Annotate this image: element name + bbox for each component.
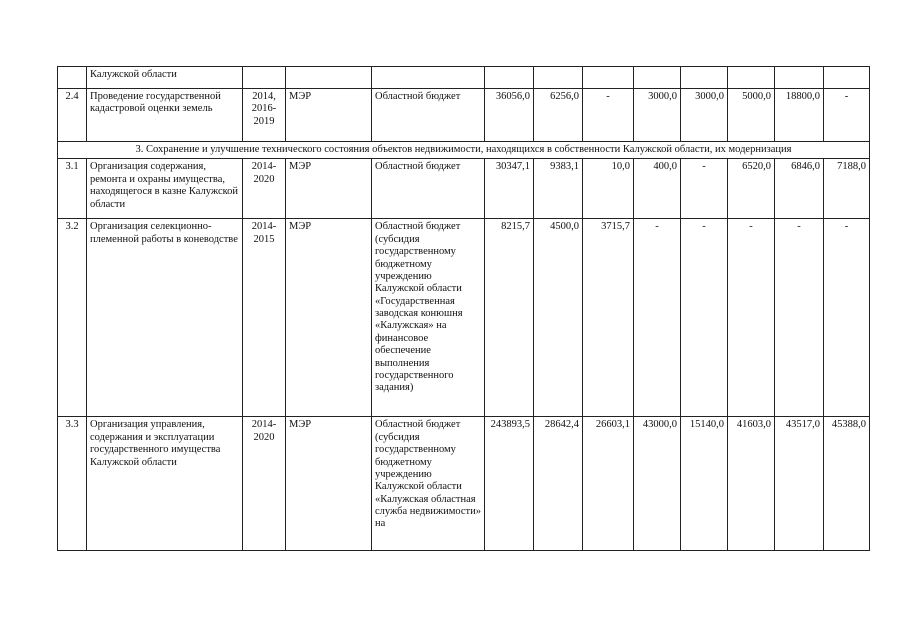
row-index-cell: 3.1 — [58, 159, 87, 219]
value-cell: 18800,0 — [775, 89, 824, 142]
value-cell: 7188,0 — [824, 159, 870, 219]
value-cell: 6256,0 — [534, 89, 583, 142]
value-cell: 4500,0 — [534, 219, 583, 417]
value-cell: 3000,0 — [634, 89, 681, 142]
row-name-cell: Организация содержания, ремонта и охраны имущества, находящегося в казне Калужской области — [87, 159, 243, 219]
value-cell: - — [824, 89, 870, 142]
row-index-cell — [58, 67, 87, 89]
value-cell: 26603,1 — [583, 417, 634, 551]
value-cell: 8215,7 — [485, 219, 534, 417]
row-index-cell: 2.4 — [58, 89, 87, 142]
value-cell — [681, 67, 728, 89]
value-cell — [728, 67, 775, 89]
period-cell: 2014, 2016-2019 — [243, 89, 286, 142]
value-cell: 9383,1 — [534, 159, 583, 219]
table-row — [58, 89, 870, 142]
section-header-row — [58, 142, 870, 159]
executor-cell: МЭР — [286, 417, 372, 551]
value-cell: 36056,0 — [485, 89, 534, 142]
source-cell: Областной бюджет (субсидия государственному бюджетному учреждению Калужской области «Калужская областная служба недвижимости» на — [372, 417, 485, 551]
period-cell: 2014-2015 — [243, 219, 286, 417]
value-cell: 10,0 — [583, 159, 634, 219]
row-index-cell: 3.3 — [58, 417, 87, 551]
value-cell: 28642,4 — [534, 417, 583, 551]
value-cell — [775, 67, 824, 89]
executor-cell: МЭР — [286, 159, 372, 219]
table-row — [58, 67, 870, 89]
value-cell: 6846,0 — [775, 159, 824, 219]
value-cell: - — [681, 159, 728, 219]
executor-cell: МЭР — [286, 89, 372, 142]
executor-cell: МЭР — [286, 219, 372, 417]
value-cell: 15140,0 — [681, 417, 728, 551]
value-cell: 243893,5 — [485, 417, 534, 551]
value-cell: 6520,0 — [728, 159, 775, 219]
value-cell: 3000,0 — [681, 89, 728, 142]
row-index-cell: 3.2 — [58, 219, 87, 417]
value-cell: 45388,0 — [824, 417, 870, 551]
source-cell: Областной бюджет — [372, 89, 485, 142]
row-name-cell: Организация селекционно-племенной работы в коневодстве — [87, 219, 243, 417]
value-cell: - — [681, 219, 728, 417]
value-cell: 5000,0 — [728, 89, 775, 142]
source-cell: Областной бюджет (субсидия государственному бюджетному учреждению Калужской области «Государственная заводская конюшня «Калужская» на финансовое обеспечение выполнения государственного задания) — [372, 219, 485, 417]
value-cell: 43517,0 — [775, 417, 824, 551]
value-cell: 3715,7 — [583, 219, 634, 417]
source-cell — [372, 67, 485, 89]
value-cell — [485, 67, 534, 89]
value-cell: - — [824, 219, 870, 417]
section-title: 3. Сохранение и улучшение технического состояния объектов недвижимости, находящихся в собственности Калужской области, их модернизация — [58, 142, 870, 159]
row-name-cell: Проведение государственной кадастровой оценки земель — [87, 89, 243, 142]
period-cell — [243, 67, 286, 89]
value-cell: - — [634, 219, 681, 417]
row-name-cell: Организация управления, содержания и эксплуатации государственного имущества Калужской области — [87, 417, 243, 551]
value-cell: 41603,0 — [728, 417, 775, 551]
value-cell — [534, 67, 583, 89]
source-cell: Областной бюджет — [372, 159, 485, 219]
value-cell: 30347,1 — [485, 159, 534, 219]
row-name-cell: Калужской области — [87, 67, 243, 89]
period-cell: 2014-2020 — [243, 417, 286, 551]
value-cell — [583, 67, 634, 89]
executor-cell — [286, 67, 372, 89]
value-cell: - — [728, 219, 775, 417]
program-measures-table — [57, 66, 870, 551]
table-row — [58, 159, 870, 219]
table-row — [58, 219, 870, 417]
period-cell: 2014-2020 — [243, 159, 286, 219]
value-cell — [824, 67, 870, 89]
value-cell — [634, 67, 681, 89]
value-cell: - — [583, 89, 634, 142]
table-row — [58, 417, 870, 551]
value-cell: 400,0 — [634, 159, 681, 219]
value-cell: 43000,0 — [634, 417, 681, 551]
value-cell: - — [775, 219, 824, 417]
